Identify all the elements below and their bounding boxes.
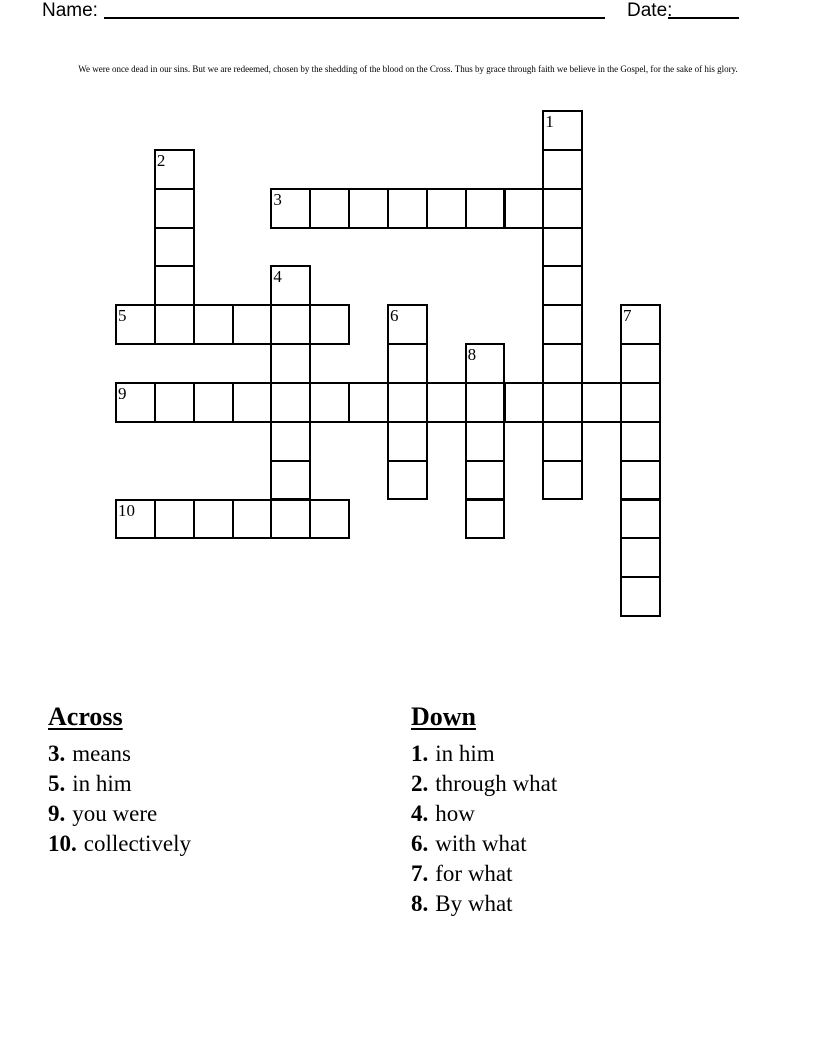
- clue-number: 3.: [48, 741, 66, 766]
- grid-cell[interactable]: [387, 188, 428, 229]
- clue-across-9: [48, 799, 191, 829]
- clue-text: you were: [72, 801, 158, 826]
- grid-cell-number: 10: [118, 500, 135, 520]
- name-label: Name:: [42, 0, 98, 21]
- grid-cell[interactable]: [620, 421, 661, 462]
- grid-cell[interactable]: [542, 343, 583, 384]
- grid-cell[interactable]: [426, 382, 467, 423]
- grid-cell-number: 7: [623, 306, 632, 326]
- clue-down-2: [411, 769, 557, 799]
- grid-cell[interactable]: [542, 382, 583, 423]
- down-clue-list: [411, 739, 557, 919]
- grid-cell[interactable]: [232, 304, 273, 345]
- grid-cell[interactable]: [154, 382, 195, 423]
- grid-cell[interactable]: [465, 382, 506, 423]
- grid-cell[interactable]: [387, 343, 428, 384]
- clue-text: how: [435, 801, 475, 826]
- grid-cell[interactable]: [504, 382, 545, 423]
- instruction-quote: We were once dead in our sins. But we are redeemed, chosen by the shedding of the blood on the Cross. Thus by grace through faith we believe in the Gospel, for the sake of his glory.: [78, 64, 738, 74]
- grid-cell-number: 6: [389, 306, 399, 326]
- across-clues-section: [48, 702, 191, 859]
- grid-cell[interactable]: [193, 304, 234, 345]
- grid-cell[interactable]: [620, 537, 661, 578]
- clue-text: means: [72, 741, 132, 766]
- grid-cell[interactable]: [542, 149, 583, 190]
- grid-cell[interactable]: [154, 265, 195, 306]
- grid-cell-number: 4: [273, 267, 282, 287]
- clue-number: 4.: [411, 801, 429, 826]
- date-label: Date:: [627, 0, 673, 21]
- clue-text: By what: [435, 891, 513, 916]
- clue-text: collectively: [83, 831, 192, 856]
- grid-cell[interactable]: [309, 304, 350, 345]
- grid-cell[interactable]: [620, 499, 661, 540]
- grid-cell[interactable]: [115, 304, 156, 345]
- clue-across-5: [48, 769, 191, 799]
- clue-text: in him: [435, 741, 495, 766]
- clue-number: 1.: [411, 741, 429, 766]
- grid-cell[interactable]: [270, 265, 311, 306]
- grid-cell[interactable]: [620, 382, 661, 423]
- clue-number: 10.: [48, 831, 77, 856]
- grid-cell-number: 1: [545, 112, 554, 131]
- grid-cell[interactable]: [154, 188, 195, 229]
- grid-cell-number: 8: [467, 345, 477, 365]
- grid-cell[interactable]: [542, 110, 583, 151]
- clue-down-4: [411, 799, 557, 829]
- grid-cell[interactable]: [270, 343, 311, 384]
- clue-number: 6.: [411, 831, 429, 856]
- grid-cell[interactable]: [309, 382, 350, 423]
- grid-cell[interactable]: [387, 304, 428, 345]
- across-clue-list: [48, 739, 191, 859]
- grid-cell[interactable]: [465, 188, 506, 229]
- clue-text: with what: [435, 831, 527, 856]
- clue-down-8: [411, 889, 557, 919]
- grid-cell[interactable]: [270, 499, 311, 540]
- grid-cell-number: 2: [156, 150, 166, 170]
- clue-down-7: [411, 859, 557, 889]
- grid-cell[interactable]: [193, 382, 234, 423]
- grid-cell[interactable]: [193, 499, 234, 540]
- grid-cell[interactable]: [465, 460, 506, 501]
- down-clues-section: [411, 702, 557, 919]
- clue-number: 8.: [411, 891, 429, 916]
- grid-cell[interactable]: [115, 382, 156, 423]
- grid-cell[interactable]: [620, 304, 661, 345]
- grid-cell[interactable]: [309, 499, 350, 540]
- clue-down-1: [411, 739, 557, 769]
- grid-cell[interactable]: [348, 188, 389, 229]
- across-heading: Across: [48, 702, 123, 731]
- grid-cell[interactable]: [426, 188, 467, 229]
- grid-cell[interactable]: [581, 382, 622, 423]
- grid-cell[interactable]: [465, 421, 506, 462]
- grid-cell[interactable]: [154, 304, 195, 345]
- grid-cell[interactable]: [115, 499, 156, 540]
- clue-text: for what: [435, 861, 513, 886]
- grid-cell[interactable]: [309, 188, 350, 229]
- grid-cell[interactable]: [387, 460, 428, 501]
- clue-text: through what: [435, 771, 558, 796]
- grid-cell[interactable]: [154, 149, 195, 190]
- grid-cell[interactable]: [348, 382, 389, 423]
- grid-cell[interactable]: [232, 382, 273, 423]
- grid-cell[interactable]: [270, 460, 311, 501]
- grid-cell[interactable]: [465, 499, 506, 540]
- clue-text: in him: [72, 771, 132, 796]
- grid-cell[interactable]: [542, 188, 583, 229]
- grid-cell[interactable]: [542, 421, 583, 462]
- grid-cell[interactable]: [270, 188, 311, 229]
- grid-cell[interactable]: [270, 421, 311, 462]
- clue-down-6: [411, 829, 557, 859]
- grid-cell[interactable]: [504, 188, 545, 229]
- grid-cell[interactable]: [270, 382, 311, 423]
- clue-number: 7.: [411, 861, 429, 886]
- clue-across-3: [48, 739, 191, 769]
- grid-cell-number: 3: [273, 189, 282, 209]
- grid-cell[interactable]: [465, 343, 506, 384]
- clue-across-10: [48, 829, 191, 859]
- down-heading: Down: [411, 702, 477, 731]
- grid-cell[interactable]: [542, 460, 583, 501]
- grid-cell[interactable]: [387, 382, 428, 423]
- clue-number: 5.: [48, 771, 66, 796]
- grid-cell[interactable]: [542, 227, 583, 268]
- grid-cell[interactable]: [620, 343, 661, 384]
- grid-cell[interactable]: [154, 227, 195, 268]
- grid-cell-number: 5: [118, 306, 127, 326]
- grid-cell[interactable]: [154, 499, 195, 540]
- grid-cell[interactable]: [620, 460, 661, 501]
- grid-cell[interactable]: [542, 304, 583, 345]
- grid-cell[interactable]: [542, 265, 583, 306]
- clue-number: 2.: [411, 771, 429, 796]
- grid-cell-number: 9: [118, 383, 127, 403]
- grid-cell[interactable]: [620, 576, 661, 617]
- grid-cell[interactable]: [270, 304, 311, 345]
- grid-cell[interactable]: [387, 421, 428, 462]
- clue-number: 9.: [48, 801, 66, 826]
- grid-cell[interactable]: [232, 499, 273, 540]
